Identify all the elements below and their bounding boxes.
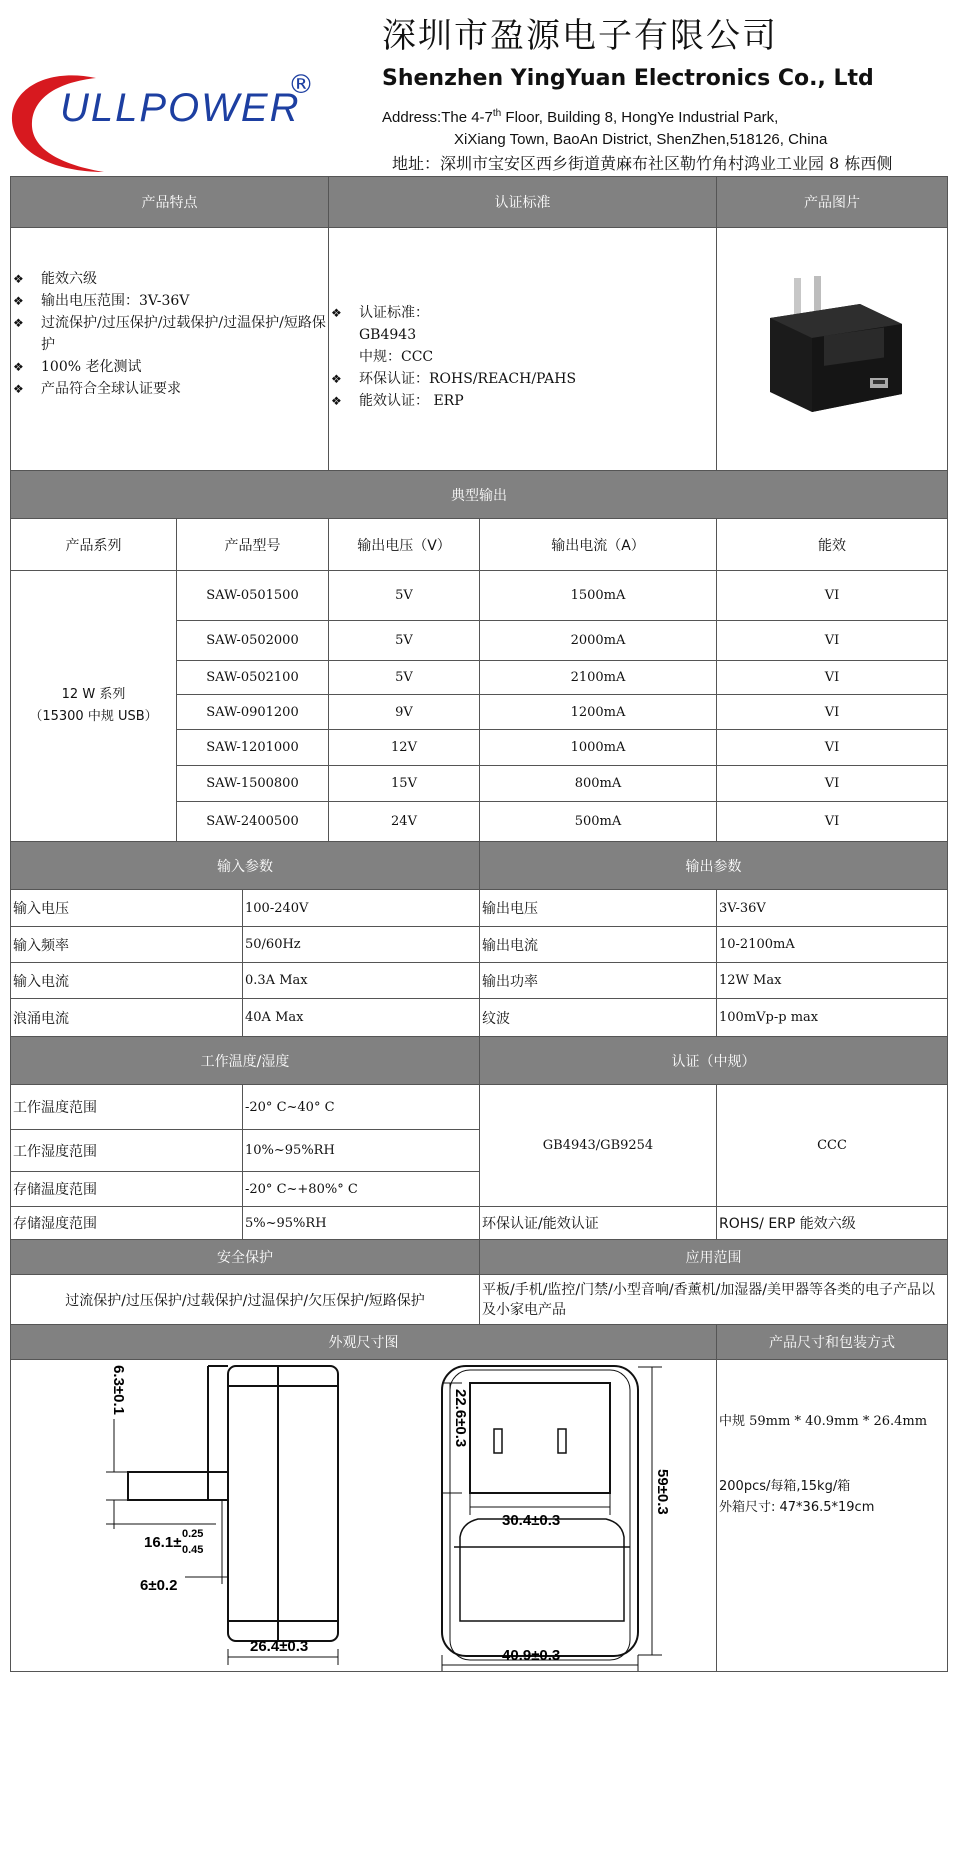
application-header: 应用范围 [479, 1239, 948, 1275]
typical-output-header: 典型输出 [10, 470, 948, 519]
cert-intro: ❖ 认证标准： [329, 302, 576, 324]
env-value: 10%~95%RH [242, 1129, 480, 1172]
col-efficiency: 能效 [716, 518, 948, 571]
param-value: 50/60Hz [242, 926, 480, 963]
adapter-photo [752, 274, 912, 424]
table-row-model: SAW-0502100 [176, 660, 329, 695]
col-voltage: 输出电压（V） [328, 518, 480, 571]
table-row-voltage: 12V [328, 729, 480, 766]
env-value: -20° C~40° C [242, 1084, 480, 1130]
table-row-current: 800mA [479, 765, 717, 802]
plug-face [470, 1383, 610, 1493]
company-name-cn: 深圳市盈源电子有限公司 [382, 16, 778, 56]
table-row-model: SAW-1500800 [176, 765, 329, 802]
feature-item: ❖ 产品符合全球认证要求 [11, 378, 326, 400]
cert-mark: CCC [716, 1084, 948, 1207]
series-line-1: 12 W 系列 [61, 687, 126, 702]
env-label: 存储温度范围 [10, 1171, 243, 1207]
param-value: 10-2100mA [716, 926, 948, 963]
feature-item: ❖ 过流保护/过压保护/过载保护/过温保护/短路保护 [11, 312, 326, 356]
table-row-voltage: 24V [328, 801, 480, 842]
table-row-eff: VI [716, 765, 948, 802]
col-current: 输出电流（A） [479, 518, 717, 571]
packaging-cell [716, 1359, 948, 1672]
cert-item: ❖ 环保认证：ROHS/REACH/PAHS [329, 368, 576, 390]
cert-item: ❖ 能效认证： ERP [329, 390, 576, 412]
param-value: 3V-36V [716, 889, 948, 927]
series-cell [10, 570, 177, 842]
table-row-model: SAW-0901200 [176, 694, 329, 730]
feature-item: ❖ 能效六级 [11, 268, 326, 290]
address-line-2: XiXiang Town, BaoAn District, ShenZhen,518126, China [454, 131, 828, 148]
col-series: 产品系列 [10, 518, 177, 571]
param-label: 输出功率 [479, 962, 717, 999]
table-row-eff: VI [716, 620, 948, 661]
carton-size: 外箱尺寸: 47*36.5*19cm [719, 1500, 875, 1515]
table-row-eff: VI [716, 801, 948, 842]
application-text: 平板/手机/监控/门禁/小型音响/香薰机/加湿器/美甲器等各类的电子产品以及小家电产品 [479, 1274, 948, 1325]
cert-cell [328, 227, 717, 471]
env-value: 5%~95%RH [242, 1206, 480, 1240]
dim-pin-thickness: 6.3±0.1 [110, 1365, 127, 1415]
table-row-voltage: 15V [328, 765, 480, 802]
cert-standard: GB4943/GB9254 [479, 1084, 717, 1207]
cert-line: GB4943 [359, 327, 417, 343]
table-row-eff: VI [716, 570, 948, 621]
dimension-drawing [10, 1359, 717, 1672]
dim-pin-length: 16.1± [144, 1534, 182, 1551]
dim-width: 40.9±0.3 [502, 1647, 561, 1664]
temp-humidity-header: 工作温度/湿度 [10, 1036, 480, 1085]
table-row-voltage: 9V [328, 694, 480, 730]
safety-text: 过流保护/过压保护/过载保护/过温保护/欠压保护/短路保护 [10, 1274, 480, 1325]
param-value: 12W Max [716, 962, 948, 999]
dim-plug-height: 22.6±0.3 [452, 1389, 469, 1448]
address-line-1: Address:The 4-7th Floor, Building 8, HongYe Industrial Park, [382, 108, 779, 126]
dim-plug-width: 30.4±0.3 [502, 1512, 561, 1529]
table-row-model: SAW-0502000 [176, 620, 329, 661]
address-cn: 地址：深圳市宝安区西乡街道黄麻布社区勒竹角村鸿业工业园 8 栋西侧 [392, 154, 893, 173]
packaging-header: 产品尺寸和包装方式 [716, 1324, 948, 1360]
picture-header: 产品图片 [716, 176, 948, 228]
param-value: 100-240V [242, 889, 480, 927]
drawing-header: 外观尺寸图 [10, 1324, 717, 1360]
param-label: 输入电流 [10, 962, 243, 999]
table-row-voltage: 5V [328, 660, 480, 695]
dim-depth: 26.4±0.3 [250, 1638, 309, 1655]
cert-cn-header: 认证（中规） [479, 1036, 948, 1085]
dim-pin-length-upper: 0.25 [182, 1528, 204, 1540]
env-label: 工作湿度范围 [10, 1129, 243, 1172]
feature-item: ❖ 输出电压范围：3V-36V [11, 290, 326, 312]
table-row-voltage: 5V [328, 570, 480, 621]
cert-header: 认证标准 [328, 176, 717, 228]
param-value: 0.3A Max [242, 962, 480, 999]
table-row-eff: VI [716, 729, 948, 766]
env-label: 工作温度范围 [10, 1084, 243, 1130]
col-model: 产品型号 [176, 518, 329, 571]
side-body-outline [228, 1366, 338, 1641]
series-line-2: （15300 中规 USB） [29, 709, 158, 724]
param-label: 输出电压 [479, 889, 717, 927]
table-row-current: 1000mA [479, 729, 717, 766]
table-row-model: SAW-0501500 [176, 570, 329, 621]
product-size: 中规 59mm * 40.9mm * 26.4mm [719, 1414, 928, 1429]
param-value: 40A Max [242, 998, 480, 1037]
packaging-qty: 200pcs/每箱,15kg/箱 [719, 1479, 851, 1494]
company-logo [8, 56, 338, 178]
table-row-eff: VI [716, 694, 948, 730]
feature-item: ❖ 100% 老化测试 [11, 356, 326, 378]
safety-header: 安全保护 [10, 1239, 480, 1275]
registered-mark: ® [288, 70, 314, 100]
dim-height: 59±0.3 [654, 1469, 671, 1515]
table-row-current: 1500mA [479, 570, 717, 621]
cert-line: 中规：CCC [359, 349, 434, 365]
param-label: 输出电流 [479, 926, 717, 963]
logo-text: ULLPOWER [60, 86, 301, 130]
table-row-model: SAW-1201000 [176, 729, 329, 766]
table-row-current: 1200mA [479, 694, 717, 730]
table-row-voltage: 5V [328, 620, 480, 661]
input-params-header: 输入参数 [10, 841, 480, 890]
param-label: 浪涌电流 [10, 998, 243, 1037]
table-row-current: 2000mA [479, 620, 717, 661]
table-row-current: 2100mA [479, 660, 717, 695]
env-value: -20° C~+80%° C [242, 1171, 480, 1207]
features-cell [10, 227, 329, 471]
company-name-en: Shenzhen YingYuan Electronics Co., Ltd [382, 66, 874, 91]
dim-pin-length-lower: 0.45 [182, 1544, 204, 1556]
table-row-model: SAW-2400500 [176, 801, 329, 842]
dim-offset: 6±0.2 [140, 1577, 178, 1594]
param-label: 输入电压 [10, 889, 243, 927]
eco-cert-label: 环保认证/能效认证 [479, 1206, 717, 1240]
table-row-current: 500mA [479, 801, 717, 842]
param-value: 100mVp-p max [716, 998, 948, 1037]
front-body-outline [442, 1366, 638, 1656]
table-row-eff: VI [716, 660, 948, 695]
features-header: 产品特点 [10, 176, 329, 228]
env-label: 存储湿度范围 [10, 1206, 243, 1240]
param-label: 纹波 [479, 998, 717, 1037]
features-list [11, 268, 326, 400]
param-label: 输入频率 [10, 926, 243, 963]
eco-cert-value: ROHS/ ERP 能效六级 [716, 1206, 948, 1240]
output-params-header: 输出参数 [479, 841, 948, 890]
plug-pin [128, 1472, 228, 1500]
product-photo-cell [716, 227, 948, 471]
